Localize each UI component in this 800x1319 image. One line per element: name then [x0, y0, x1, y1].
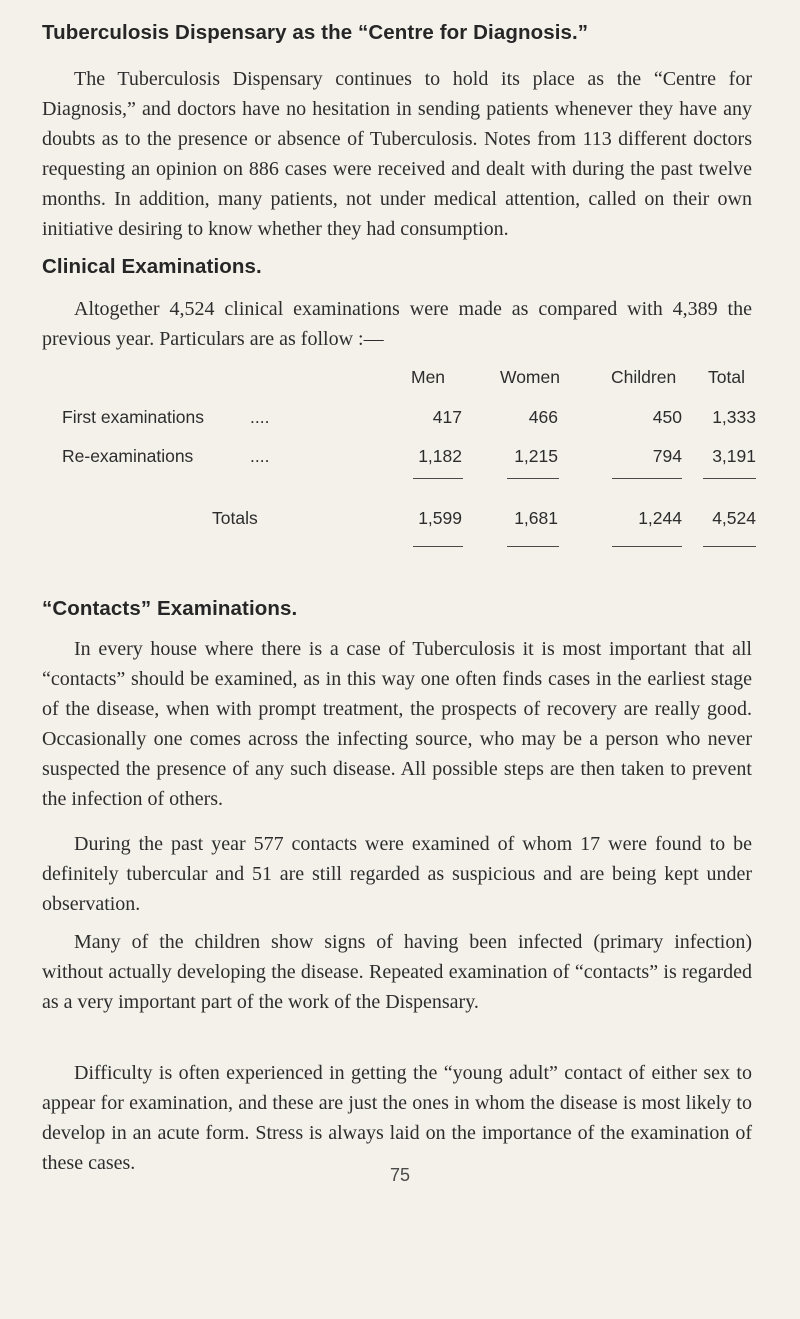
- cell-first-total: 1,333: [712, 407, 756, 427]
- subtotal-rule-total: [703, 478, 756, 479]
- subtotal-rule-men: [413, 478, 463, 479]
- paragraph-contacts-3: Many of the children show signs of having been infected (primary infection) without actually developing the disease. Repeated examination of “contacts” is regarded as a very important part of the work of the Dispensary.: [42, 931, 752, 1013]
- total-rule-men: [413, 546, 463, 547]
- paragraph-contacts-4: Difficulty is often experienced in getting the “young adult” contact of either sex to appear for examination, and these are just the ones in whom the disease is most likely to develop in an acute form. Stress is always laid on the importance of the examination of these cases.: [42, 1062, 752, 1174]
- total-rule-children: [612, 546, 682, 547]
- cell-first-children: 450: [652, 407, 682, 427]
- row-label-re: Re-examinations: [62, 446, 194, 466]
- row-label-totals: Totals: [212, 508, 258, 528]
- col-header-men: Men: [411, 367, 446, 387]
- row-leader-re: ....: [250, 446, 270, 466]
- heading-contacts: “Contacts” Examinations.: [42, 597, 298, 620]
- page-number: 75: [390, 1165, 411, 1185]
- row-leader-first: ....: [250, 407, 270, 427]
- total-rule-women: [507, 546, 559, 547]
- cell-re-women: 1,215: [514, 446, 558, 466]
- paragraph-contacts-1: In every house where there is a case of Tuberculosis it is most important that all “contacts” should be examined, as in this way one often finds cases in the earliest stage of the disease, when with prompt treatment, the prospects of recovery are really good. Occasionally one comes across the infecting source, who may be a person who never suspected the presence of any such disease. All possible steps are then taken to prevent the infection of others.: [42, 638, 752, 810]
- cell-first-men: 417: [432, 407, 462, 427]
- col-header-women: Women: [500, 367, 560, 387]
- cell-totals-men: 1,599: [418, 508, 462, 528]
- cell-totals-women: 1,681: [514, 508, 558, 528]
- cell-re-children: 794: [652, 446, 682, 466]
- col-header-total: Total: [708, 367, 745, 387]
- paragraph-clinical: Altogether 4,524 clinical examinations were made as compared with 4,389 the previous year. Particulars are as follow :—: [42, 298, 752, 350]
- subtotal-rule-children: [612, 478, 682, 479]
- paragraph-contacts-2: During the past year 577 contacts were examined of whom 17 were found to be definitely tubercular and 51 are still regarded as suspicious and are being kept under observation.: [42, 833, 752, 915]
- cell-re-men: 1,182: [418, 446, 462, 466]
- total-rule-total: [703, 546, 756, 547]
- cell-first-women: 466: [528, 407, 558, 427]
- heading-dispensary: Tuberculosis Dispensary as the “Centre for Diagnosis.”: [42, 21, 589, 44]
- cell-totals-total: 4,524: [712, 508, 756, 528]
- subtotal-rule-women: [507, 478, 559, 479]
- row-label-first: First examinations: [62, 407, 204, 427]
- heading-clinical: Clinical Examinations.: [42, 255, 262, 278]
- cell-totals-children: 1,244: [638, 508, 682, 528]
- col-header-children: Children: [611, 367, 677, 387]
- cell-re-total: 3,191: [712, 446, 756, 466]
- paragraph-dispensary: The Tuberculosis Dispensary continues to hold its place as the “Centre for Diagnosis,” and doctors have no hesitation in sending patients whenever they have any doubts as to the presence or absence of Tuberculosis. Notes from 113 different doctors requesting an opinion on 886 cases were received and dealt with during the past twelve months. In addition, many patients, not under medical attention, called on their own initiative desiring to know whether they had consumption.: [42, 68, 752, 240]
